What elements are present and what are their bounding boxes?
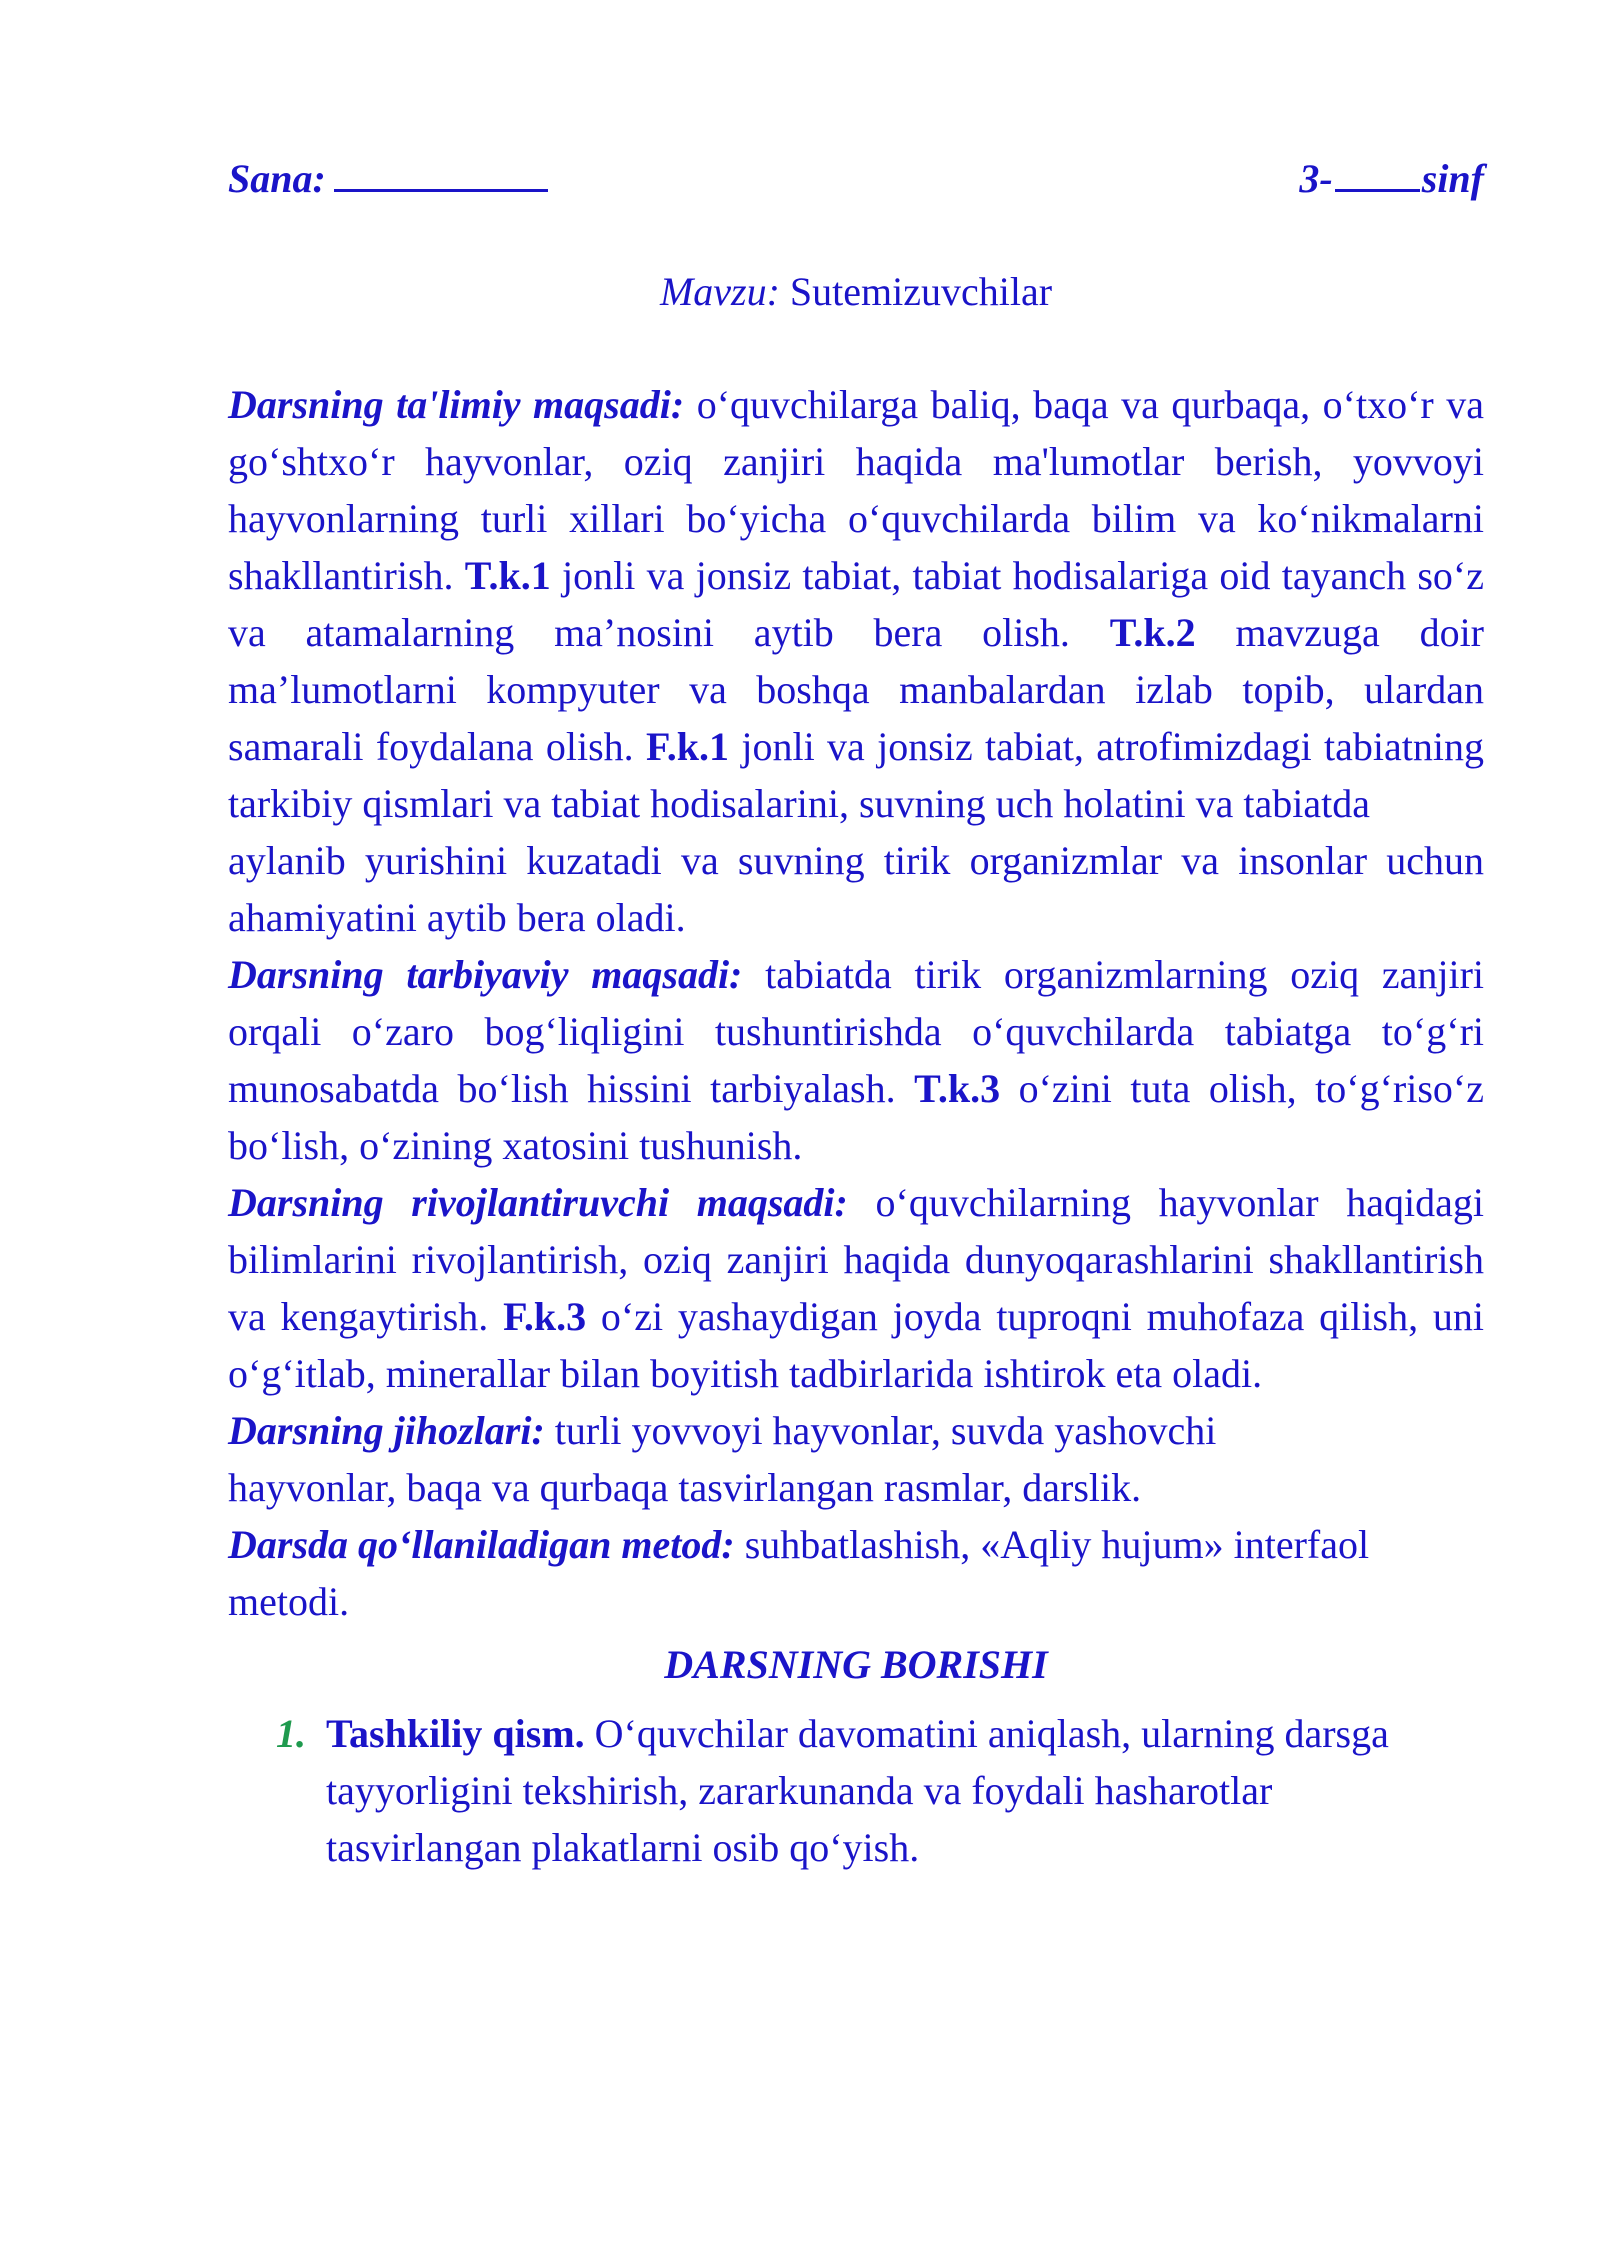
- educational-goal-text: aylanib yurishini kuzatadi va suvning tirik organizmlar va insonlar uchun ahamiyatini aytib bera oladi.: [228, 838, 1484, 940]
- step-text: O‘quvchilar davomatini aniqlash, ularning darsga tayyorligini tekshirish, zararkunanda va foydali hasharotlar tasvirlangan plakatlarni osib qo‘yish.: [326, 1711, 1389, 1870]
- developmental-goal-label: Darsning rivojlantiruvchi maqsadi:: [228, 1180, 848, 1225]
- equipment-paragraph: [228, 1402, 1484, 1516]
- equipment-text: hayvonlar, baqa va qurbaqa tasvirlangan rasmlar, darslik.: [228, 1465, 1142, 1510]
- date-blank: [334, 159, 548, 192]
- step-body: [326, 1705, 1484, 1876]
- header-line: [228, 150, 1484, 207]
- class-prefix: 3-: [1299, 156, 1333, 201]
- educational-goal-paragraph: [228, 376, 1484, 832]
- equipment-label: Darsning jihozlari:: [228, 1408, 545, 1453]
- class-blank: [1335, 159, 1420, 192]
- competence-code: F.k.1: [646, 724, 730, 769]
- competence-code: F.k.3: [503, 1294, 587, 1339]
- developmental-goal-paragraph: [228, 1174, 1484, 1402]
- class-suffix: sinf: [1421, 156, 1484, 201]
- topic-value: Sutemizuvchilar: [789, 269, 1053, 314]
- lesson-plan-page: [228, 150, 1484, 1876]
- lesson-step: [228, 1705, 1484, 1876]
- upbringing-goal-paragraph: [228, 946, 1484, 1174]
- educational-goal-text: jonli va jonsiz tabiat, tabiat hodisalariga oid tayanch so‘z va atamalarning ma’nosini aytib bera olish.: [228, 553, 1485, 655]
- class-field: [1299, 150, 1484, 207]
- upbringing-goal-label: Darsning tarbiyaviy maqsadi:: [228, 952, 743, 997]
- developmental-goal-text: o‘zi yashaydigan joyda tuproqni muhofaza qilish, uni o‘g‘itlab, minerallar bilan boyitish tadbirlarida ishtirok eta oladi.: [228, 1294, 1484, 1396]
- educational-goal-continuation: [228, 832, 1484, 946]
- competence-code: T.k.3: [914, 1066, 1001, 1111]
- competence-code: T.k.1: [464, 553, 551, 598]
- method-label: Darsda qo‘llaniladigan metod:: [228, 1522, 735, 1567]
- competence-code: T.k.2: [1109, 610, 1196, 655]
- step-number: 1.: [276, 1711, 306, 1756]
- method-paragraph: [228, 1516, 1484, 1630]
- method-text: suhbatlashish, «Aqliy hujum» interfaol metodi.: [228, 1522, 1370, 1624]
- topic-line: [228, 263, 1484, 320]
- educational-goal-text: jonli va jonsiz tabiat, atrofimizdagi tabiatning tarkibiy qismlari va tabiat hodisalarini, suvning uch holatini va tabiatda: [228, 724, 1485, 826]
- educational-goal-text: mavzuga doir ma’lumotlarni kompyuter va boshqa manbalardan izlab topib, ulardan samarali foydalana olish.: [228, 610, 1485, 769]
- lesson-progress-heading: DARSNING BORISHI: [664, 1642, 1048, 1687]
- topic-label: Mavzu:: [659, 269, 780, 314]
- date-field: [228, 150, 548, 207]
- upbringing-goal-text: tabiatda tirik organizmlarning oziq zanjiri orqali o‘zaro bog‘liqligini tushuntirishda o‘quvchilarda tabiatga to‘g‘ri munosabatda bo‘lish hissini tarbiyalash.: [228, 952, 1485, 1111]
- step-title: Tashkiliy qism.: [326, 1711, 585, 1756]
- equipment-text: turli yovvoyi hayvonlar, suvda yashovchi: [544, 1408, 1217, 1453]
- educational-goal-text: o‘quvchilarga baliq, baqa va qurbaqa, o‘txo‘r va go‘shtxo‘r hayvonlar, oziq zanjiri haqida ma'lumotlar berish, yovvoyi hayvonlarning turli xillari bo‘yicha o‘quvchilarda bilim va ko‘nikmalarni shakllantirish.: [228, 382, 1485, 598]
- upbringing-goal-text: o‘zini tuta olish, to‘g‘riso‘z bo‘lish, o‘zining xatosini tushunish.: [228, 1066, 1484, 1168]
- educational-goal-label: Darsning ta'limiy maqsadi:: [228, 382, 685, 427]
- developmental-goal-text: o‘quvchilarning hayvonlar haqidagi bilimlarini rivojlantirish, oziq zanjiri haqida dunyoqarashlarini shakllantirish va kengaytirish.: [228, 1180, 1484, 1339]
- date-label: Sana:: [228, 156, 326, 201]
